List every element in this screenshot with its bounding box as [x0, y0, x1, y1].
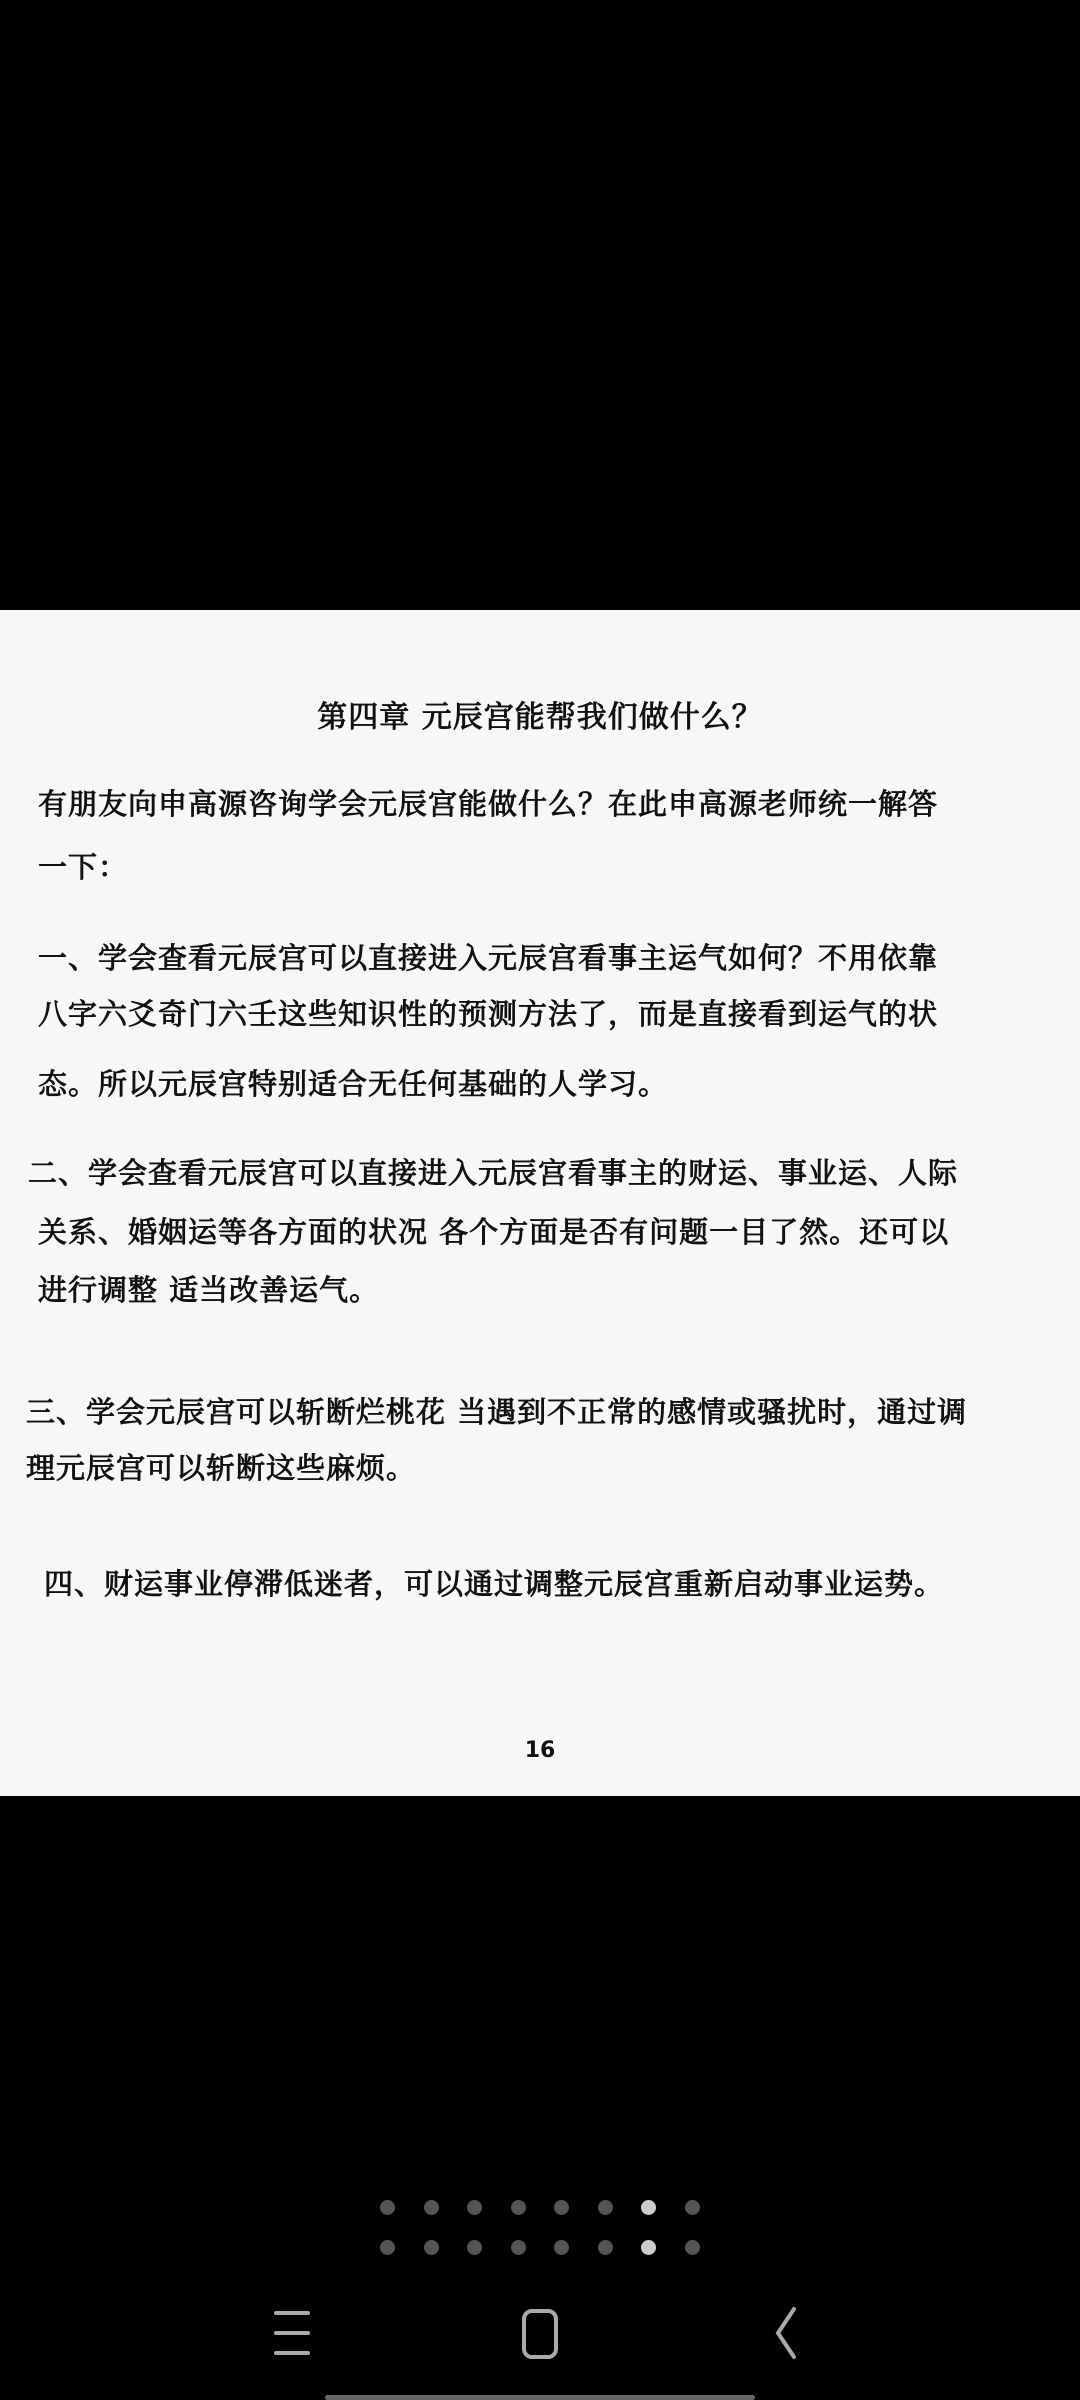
page-dot[interactable]	[467, 2200, 482, 2215]
page-dot[interactable]	[598, 2200, 613, 2215]
text-line: 八字六爻奇门六壬这些知识性的预测方法了，而是直接看到运气的状	[38, 997, 939, 1031]
chapter-title: 第四章 元辰宫能帮我们做什么？	[317, 700, 763, 735]
page-indicator-row-1	[380, 2200, 700, 2215]
page-dot[interactable]	[511, 2240, 526, 2255]
text-line: 理元辰宫可以斩断这些麻烦。	[26, 1451, 417, 1485]
text-line: 有朋友向申高源咨询学会元辰宫能做什么？在此申高源老师统一解答	[38, 787, 939, 821]
back-icon[interactable]	[772, 2303, 802, 2363]
text-line: 进行调整 适当改善运气。	[38, 1273, 380, 1307]
page-dot[interactable]	[685, 2240, 700, 2255]
page-dot[interactable]	[511, 2200, 526, 2215]
page-dot[interactable]	[380, 2200, 395, 2215]
page-number: 16	[524, 1738, 556, 1763]
page-dot[interactable]	[598, 2240, 613, 2255]
page-dot-active[interactable]	[641, 2240, 656, 2255]
page-dot[interactable]	[467, 2240, 482, 2255]
text-line: 二、学会查看元辰宫可以直接进入元辰宫看事主的财运、事业运、人际	[28, 1156, 959, 1190]
home-icon[interactable]	[520, 2303, 560, 2363]
text-line: 四、财运事业停滞低迷者，可以通过调整元辰宫重新启动事业运势。	[44, 1567, 945, 1601]
text-line: 一下：	[38, 850, 129, 884]
page-dot[interactable]	[685, 2200, 700, 2215]
page-dot[interactable]	[424, 2200, 439, 2215]
page-dot[interactable]	[380, 2240, 395, 2255]
page-dot[interactable]	[554, 2200, 569, 2215]
document-page	[0, 610, 1080, 1796]
page-dot-active[interactable]	[641, 2200, 656, 2215]
text-line: 态。所以元辰宫特别适合无任何基础的人学习。	[38, 1067, 669, 1101]
gesture-bar[interactable]	[325, 2395, 755, 2400]
page-dot[interactable]	[424, 2240, 439, 2255]
page-dot[interactable]	[554, 2240, 569, 2255]
menu-icon[interactable]	[272, 2303, 312, 2363]
page-indicator-row-2	[380, 2240, 700, 2255]
text-line: 一、学会查看元辰宫可以直接进入元辰宫看事主运气如何？不用依靠	[38, 941, 939, 975]
text-line: 关系、婚姻运等各方面的状况 各个方面是否有问题一目了然。还可以	[38, 1215, 950, 1249]
text-line: 三、学会元辰宫可以斩断烂桃花 当遇到不正常的感情或骚扰时，通过调	[26, 1395, 968, 1429]
